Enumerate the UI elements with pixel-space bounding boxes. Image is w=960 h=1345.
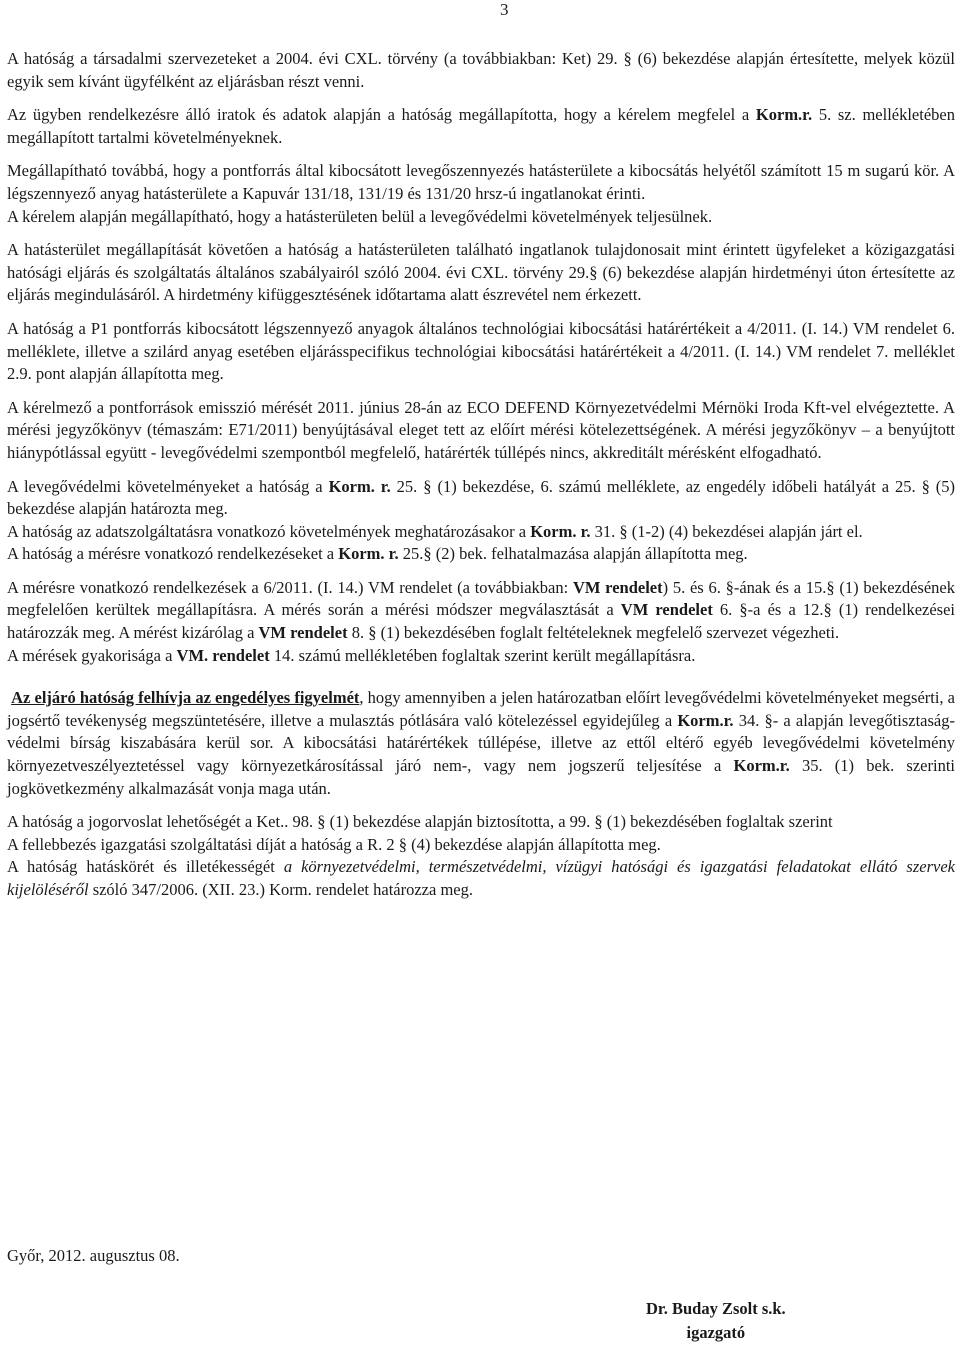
signature-title: igazgató	[686, 1323, 746, 1342]
place-and-date: Győr, 2012. augusztus 08.	[7, 1246, 180, 1265]
page-number: 3	[500, 0, 509, 19]
signature-name: Dr. Buday Zsolt s.k.	[646, 1299, 786, 1318]
document-body	[7, 48, 955, 902]
paragraph-requirements-met: A kérelem alapján megállapítható, hogy a hatásterületen belül a levegővédelmi követelmények teljesülnek.	[7, 206, 713, 226]
paragraph-emission-measurement: A kérelmező a pontforrások emisszió mérését 2011. június 28-án az ECO DEFEND Környezetvédelmi Mérnöki Iroda Kft-vel elvégeztette. A mérési jegyzőkönyv (témaszám: E71/2011) benyújtásával eleget tett az előírt mérési kötelezettségének. A mérési jegyzőkönyv – a benyújtott hiánypótlással együtt - levegővédelmi szempontból megfelelő, határérték túllépés nincs, akkreditált mérésként elfogadható.	[7, 397, 955, 462]
paragraph-competence: A hatóság hatáskörét és illetékességét a környezetvédelmi, természetvédelmi, vízügyi hatósági és igazgatási feladatokat ellátó szervek kijelöléséről szóló 347/2006. (XII. 23.) Korm. rendelet határozza meg.	[7, 857, 955, 899]
paragraph-air-requirements: A levegővédelmi követelményeket a hatóság a Korm. r. 25. § (1) bekezdése, 6. számú melléklete, az engedély időbeli hatályát a 25. § (5) bekezdése alapján határozta meg.	[7, 476, 955, 519]
paragraph-appeal-fee: A fellebbezés igazgatási szolgáltatási díját a hatóság a R. 2 § (4) bekezdése alapján állapította meg.	[7, 834, 661, 854]
paragraph-measurement-provisions: A hatóság a mérésre vonatkozó rendelkezéseket a Korm. r. 25.§ (2) bek. felhatalmazása alapján állapította meg.	[7, 544, 748, 564]
paragraph-vm-decree: A mérésre vonatkozó rendelkezések a 6/2011. (I. 14.) VM rendelet (a továbbiakban: VM rendelet) 5. és 6. §-ának és a 15.§ (1) bekezdésének megfelelően kerültek megállapításra. A mérés során a mérési módszer megválasztását a VM rendelet 6. §-a és a 12.§ (1) rendelkezései határozzák meg. A mérést kizárólag a VM rendelet 8. § (1) bekezdésében foglalt feltételeknek megfelelő szervezet végezheti.	[7, 577, 955, 643]
paragraph-measurement-frequency: A mérések gyakorisága a VM. rendelet 14. számú mellékletében foglaltak szerint került megállapításra.	[7, 645, 696, 665]
paragraph-documents-review: Az ügyben rendelkezésre álló iratok és adatok alapján a hatóság megállapította, hogy a kérelem megfelel a Korm.r. 5. sz. mellékletében megállapított tartalmi követelményeknek.	[7, 105, 955, 147]
paragraph-warning: Az eljáró hatóság felhívja az engedélyes figyelmét, hogy amennyiben a jelen határozatban előírt levegővédelmi követelményeket megsérti, a jogsértő tevékenység megszüntetésére, illetve a mulasztás pótlására való kötelezéssel egyidejűleg a Korm.r. 34. §- a alapján levegőtisztaság-védelmi bírság kiszabására kerül sor. A kibocsátási határértékek túllépése, illetve az ettől eltérő egyéb levegővédelmi követelmény környezetveszélyeztetéssel vagy környezetkárosítással járó nem-, vagy nem jogszerű teljesítése a Korm.r. 35. (1) bek. szerinti jogkövetkezmény alkalmazását vonja maga után.	[7, 688, 956, 798]
paragraph-legal-remedy: A hatóság a jogorvoslat lehetőségét a Ket.. 98. § (1) bekezdése alapján biztosította, a 99. § (1) bekezdésében foglaltak szerint	[7, 812, 833, 832]
paragraph-impact-area: Megállapítható továbbá, hogy a pontforrás által kibocsátott levegőszennyezés hatásterülete a kibocsátás helyétől számított 15 m sugarú kör. A légszennyező anyag hatásterülete a Kapuvár 131/18, 131/19 és 131/20 hrsz-ú ingatlanokat érinti.	[7, 161, 955, 203]
paragraph-limit-values: A hatóság a P1 pontforrás kibocsátott légszennyező anyagok általános technológiai kibocsátási határértékeit a 4/2011. (I. 14.) VM rendelet 6. melléklete, illetve a szilárd anyag esetében eljárásspecifikus technológiai kibocsátási határértékeit a 4/2011. (I. 14.) VM rendelet 7. melléklet 2.9. pont alapján állapította meg.	[7, 318, 955, 384]
paragraph-notification: A hatásterület megállapítását követően a hatóság a hatásterületen található ingatlanok tulajdonosait mint érintett ügyfeleket a közigazgatási hatósági eljárás és szolgáltatás általános szabályairól szóló 2004. évi CXL. törvény 29.§ (6) bekezdése alapján hirdetményi úton értesítette az eljárás megindulásáról. A hirdetmény kifüggesztésének időtartama alatt észrevétel nem érkezett.	[7, 240, 955, 305]
paragraph-civil-organizations: A hatóság a társadalmi szervezeteket a 2004. évi CXL. törvény (a továbbiakban: Ket) 29. § (6) bekezdése alapján értesítette, melyek közül egyik sem kívánt ügyfélként az eljárásban részt venni.	[7, 49, 955, 91]
paragraph-data-reporting: A hatóság az adatszolgáltatásra vonatkozó követelmények meghatározásakor a Korm. r. 31. § (1-2) (4) bekezdései alapján járt el.	[7, 521, 863, 541]
signature-block	[646, 1297, 786, 1345]
